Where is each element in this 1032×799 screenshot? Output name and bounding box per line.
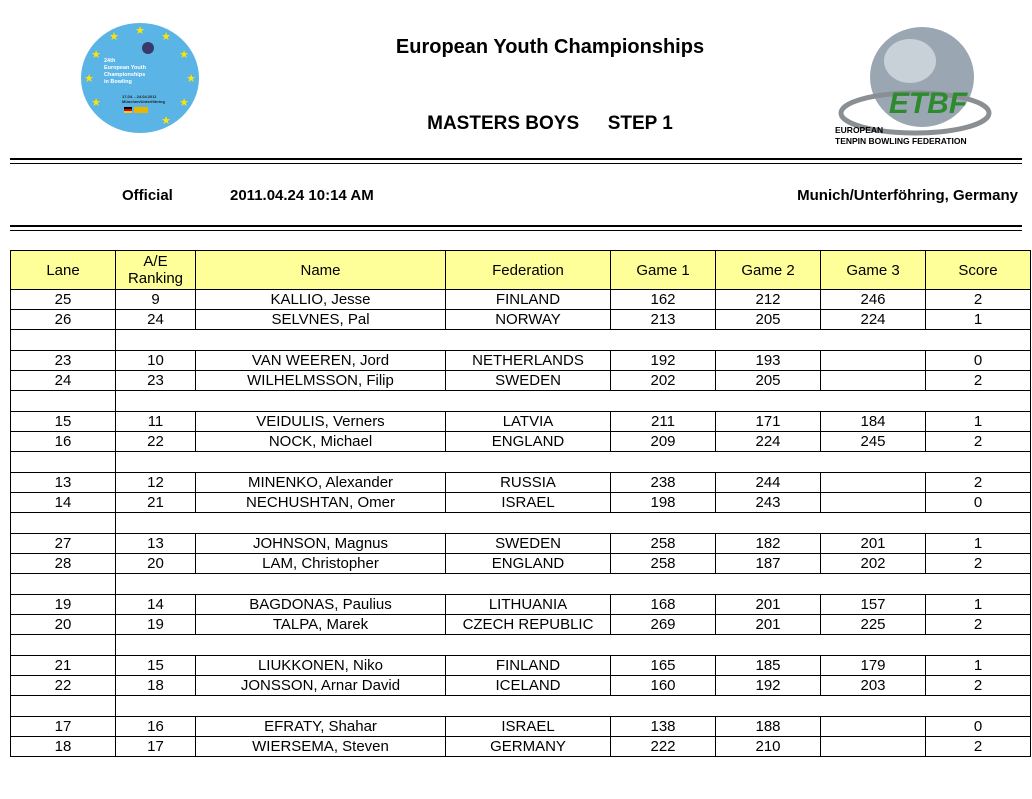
spacer-cell <box>11 574 116 595</box>
spacer-cell <box>926 696 1031 717</box>
table-row <box>11 371 1031 391</box>
divider <box>10 230 1022 231</box>
lane-cell: 27 <box>11 534 116 554</box>
spacer-cell <box>716 330 821 351</box>
game-1-cell: 165 <box>611 656 716 676</box>
table-row <box>11 351 1031 371</box>
spacer-cell <box>821 452 926 473</box>
name-cell: WILHELMSSON, Filip <box>196 371 446 391</box>
badge-line-6: München/Unterföhring <box>122 99 165 104</box>
game-3-cell <box>821 737 926 757</box>
game-1-cell: 168 <box>611 595 716 615</box>
game-2-cell: 185 <box>716 656 821 676</box>
spacer-cell <box>716 635 821 656</box>
game-3-cell: 179 <box>821 656 926 676</box>
spacer-cell <box>611 513 716 534</box>
table-row <box>11 534 1031 554</box>
game-3-cell <box>821 351 926 371</box>
table-row <box>11 656 1031 676</box>
game-2-cell: 244 <box>716 473 821 493</box>
spacer-cell <box>926 574 1031 595</box>
ranking-cell: 15 <box>116 656 196 676</box>
spacer-cell <box>926 330 1031 351</box>
status-label: Official <box>122 187 173 204</box>
column-header-name: Name <box>196 251 446 290</box>
game-2-cell: 201 <box>716 595 821 615</box>
spacer-cell <box>116 330 196 351</box>
event-name: MASTERS BOYS <box>427 113 580 134</box>
badge-line-5: 17.04. - 24.04.2011 <box>122 94 157 99</box>
lane-cell: 28 <box>11 554 116 574</box>
column-header-game-3: Game 3 <box>821 251 926 290</box>
name-cell: LIUKKONEN, Niko <box>196 656 446 676</box>
lane-cell: 21 <box>11 656 116 676</box>
game-1-cell: 258 <box>611 554 716 574</box>
table-row <box>11 737 1031 757</box>
game-1-cell: 209 <box>611 432 716 452</box>
name-cell: KALLIO, Jesse <box>196 290 446 310</box>
score-cell: 2 <box>926 371 1031 391</box>
spacer-cell <box>196 391 446 412</box>
etbf-lettering: ETBF <box>888 87 968 120</box>
svg-text:★: ★ <box>91 49 101 61</box>
name-cell: LAM, Christopher <box>196 554 446 574</box>
game-1-cell: 222 <box>611 737 716 757</box>
game-3-cell: 202 <box>821 554 926 574</box>
federation-cell: ISRAEL <box>446 717 611 737</box>
spacer-cell <box>446 452 611 473</box>
game-2-cell: 193 <box>716 351 821 371</box>
spacer-cell <box>821 696 926 717</box>
spacer-cell <box>926 635 1031 656</box>
federation-cell: GERMANY <box>446 737 611 757</box>
lane-cell: 18 <box>11 737 116 757</box>
table-row <box>11 432 1031 452</box>
spacer-cell <box>11 635 116 656</box>
federation-cell: SWEDEN <box>446 371 611 391</box>
spacer-cell <box>116 574 196 595</box>
game-2-cell: 212 <box>716 290 821 310</box>
federation-cell: NORWAY <box>446 310 611 330</box>
spacer-cell <box>716 513 821 534</box>
federation-cell: NETHERLANDS <box>446 351 611 371</box>
spacer-cell <box>446 513 611 534</box>
lane-cell: 24 <box>11 371 116 391</box>
spacer-cell <box>611 635 716 656</box>
name-cell: JOHNSON, Magnus <box>196 534 446 554</box>
spacer-cell <box>116 452 196 473</box>
spacer-row <box>11 452 1031 473</box>
game-2-cell: 171 <box>716 412 821 432</box>
etbf-line-1: EUROPEAN <box>835 125 884 135</box>
table-row <box>11 554 1031 574</box>
spacer-cell <box>196 635 446 656</box>
column-header-ranking <box>116 251 196 290</box>
game-2-cell: 192 <box>716 676 821 696</box>
game-3-cell <box>821 493 926 513</box>
game-2-cell: 243 <box>716 493 821 513</box>
results-table <box>10 250 1031 757</box>
ranking-cell: 13 <box>116 534 196 554</box>
timestamp: 2011.04.24 10:14 AM <box>230 187 374 204</box>
game-1-cell: 138 <box>611 717 716 737</box>
lane-cell: 23 <box>11 351 116 371</box>
game-1-cell: 160 <box>611 676 716 696</box>
game-1-cell: 213 <box>611 310 716 330</box>
score-cell: 1 <box>926 534 1031 554</box>
ranking-cell: 11 <box>116 412 196 432</box>
column-header-lane: Lane <box>11 251 116 290</box>
svg-text:★: ★ <box>91 97 101 109</box>
svg-text:★: ★ <box>179 97 189 109</box>
score-cell: 2 <box>926 676 1031 696</box>
ranking-cell: 24 <box>116 310 196 330</box>
spacer-cell <box>821 391 926 412</box>
spacer-cell <box>716 696 821 717</box>
ranking-cell: 20 <box>116 554 196 574</box>
spacer-cell <box>196 513 446 534</box>
spacer-row <box>11 635 1031 656</box>
game-3-cell <box>821 371 926 391</box>
table-row <box>11 595 1031 615</box>
location: Munich/Unterföhring, Germany <box>797 187 1018 204</box>
spacer-cell <box>611 452 716 473</box>
ranking-cell: 22 <box>116 432 196 452</box>
ranking-cell: 18 <box>116 676 196 696</box>
ranking-cell: 16 <box>116 717 196 737</box>
game-2-cell: 210 <box>716 737 821 757</box>
spacer-cell <box>11 330 116 351</box>
name-cell: NECHUSHTAN, Omer <box>196 493 446 513</box>
name-cell: VEIDULIS, Verners <box>196 412 446 432</box>
game-3-cell: 203 <box>821 676 926 696</box>
score-cell: 1 <box>926 412 1031 432</box>
spacer-cell <box>196 330 446 351</box>
spacer-cell <box>611 696 716 717</box>
spacer-cell <box>611 330 716 351</box>
spacer-cell <box>196 452 446 473</box>
lane-cell: 26 <box>11 310 116 330</box>
name-cell: SELVNES, Pal <box>196 310 446 330</box>
column-header-federation: Federation <box>446 251 611 290</box>
game-2-cell: 187 <box>716 554 821 574</box>
federation-cell: FINLAND <box>446 290 611 310</box>
ranking-cell: 17 <box>116 737 196 757</box>
spacer-cell <box>926 391 1031 412</box>
spacer-cell <box>716 391 821 412</box>
spacer-cell <box>116 635 196 656</box>
federation-cell: ENGLAND <box>446 432 611 452</box>
lane-cell: 22 <box>11 676 116 696</box>
lane-cell: 14 <box>11 493 116 513</box>
name-cell: JONSSON, Arnar David <box>196 676 446 696</box>
game-3-cell: 224 <box>821 310 926 330</box>
lane-cell: 13 <box>11 473 116 493</box>
federation-cell: LATVIA <box>446 412 611 432</box>
game-2-cell: 205 <box>716 371 821 391</box>
ranking-cell: 21 <box>116 493 196 513</box>
event-heading <box>0 113 1032 135</box>
name-cell: WIERSEMA, Steven <box>196 737 446 757</box>
spacer-cell <box>716 452 821 473</box>
spacer-cell <box>926 452 1031 473</box>
spacer-cell <box>716 574 821 595</box>
etbf-line-2: TENPIN BOWLING FEDERATION <box>835 136 967 146</box>
table-row <box>11 717 1031 737</box>
table-row <box>11 290 1031 310</box>
table-row <box>11 615 1031 635</box>
federation-cell: ENGLAND <box>446 554 611 574</box>
svg-text:★: ★ <box>161 31 171 43</box>
column-header-score: Score <box>926 251 1031 290</box>
federation-cell: FINLAND <box>446 656 611 676</box>
game-1-cell: 202 <box>611 371 716 391</box>
spacer-cell <box>821 513 926 534</box>
game-2-cell: 224 <box>716 432 821 452</box>
spacer-cell <box>446 330 611 351</box>
spacer-cell <box>11 391 116 412</box>
game-2-cell: 182 <box>716 534 821 554</box>
ranking-header-text: A/E Ranking <box>127 253 184 287</box>
spacer-cell <box>11 452 116 473</box>
score-cell: 2 <box>926 473 1031 493</box>
federation-cell: SWEDEN <box>446 534 611 554</box>
ranking-cell: 12 <box>116 473 196 493</box>
spacer-row <box>11 513 1031 534</box>
game-3-cell: 157 <box>821 595 926 615</box>
lane-cell: 16 <box>11 432 116 452</box>
ranking-cell: 14 <box>116 595 196 615</box>
score-cell: 2 <box>926 737 1031 757</box>
federation-cell: RUSSIA <box>446 473 611 493</box>
column-header-game-1: Game 1 <box>611 251 716 290</box>
name-cell: VAN WEEREN, Jord <box>196 351 446 371</box>
game-2-cell: 205 <box>716 310 821 330</box>
federation-cell: ISRAEL <box>446 493 611 513</box>
score-cell: 2 <box>926 615 1031 635</box>
svg-text:★: ★ <box>84 73 94 85</box>
game-2-cell: 201 <box>716 615 821 635</box>
spacer-cell <box>116 391 196 412</box>
game-3-cell: 201 <box>821 534 926 554</box>
game-3-cell: 246 <box>821 290 926 310</box>
spacer-cell <box>611 391 716 412</box>
spacer-cell <box>821 330 926 351</box>
table-row <box>11 473 1031 493</box>
table-header-row <box>11 251 1031 290</box>
badge-line-1: 24th <box>104 58 116 64</box>
badge-line-3: Championships <box>104 72 146 78</box>
spacer-cell <box>821 635 926 656</box>
spacer-cell <box>446 696 611 717</box>
game-3-cell <box>821 717 926 737</box>
game-3-cell <box>821 473 926 493</box>
game-1-cell: 192 <box>611 351 716 371</box>
table-row <box>11 676 1031 696</box>
spacer-cell <box>446 635 611 656</box>
divider <box>10 158 1022 160</box>
game-1-cell: 269 <box>611 615 716 635</box>
game-1-cell: 162 <box>611 290 716 310</box>
badge-line-2: European Youth <box>104 65 146 71</box>
spacer-row <box>11 330 1031 351</box>
spacer-cell <box>116 513 196 534</box>
spacer-row <box>11 574 1031 595</box>
spacer-row <box>11 391 1031 412</box>
name-cell: TALPA, Marek <box>196 615 446 635</box>
lane-cell: 20 <box>11 615 116 635</box>
score-cell: 0 <box>926 351 1031 371</box>
federation-cell: ICELAND <box>446 676 611 696</box>
game-1-cell: 258 <box>611 534 716 554</box>
spacer-cell <box>446 574 611 595</box>
score-cell: 1 <box>926 310 1031 330</box>
lane-cell: 17 <box>11 717 116 737</box>
ranking-cell: 9 <box>116 290 196 310</box>
name-cell: BAGDONAS, Paulius <box>196 595 446 615</box>
game-3-cell: 225 <box>821 615 926 635</box>
score-cell: 2 <box>926 432 1031 452</box>
divider <box>10 163 1022 164</box>
name-cell: NOCK, Michael <box>196 432 446 452</box>
spacer-row <box>11 696 1031 717</box>
federation-cell: LITHUANIA <box>446 595 611 615</box>
table-row <box>11 412 1031 432</box>
score-cell: 2 <box>926 290 1031 310</box>
svg-text:★: ★ <box>179 49 189 61</box>
score-cell: 2 <box>926 554 1031 574</box>
step-label: STEP 1 <box>607 113 673 134</box>
spacer-cell <box>11 696 116 717</box>
column-header-game-2: Game 2 <box>716 251 821 290</box>
table-row <box>11 493 1031 513</box>
score-cell: 0 <box>926 493 1031 513</box>
spacer-cell <box>11 513 116 534</box>
spacer-cell <box>196 574 446 595</box>
ranking-cell: 19 <box>116 615 196 635</box>
spacer-cell <box>821 574 926 595</box>
spacer-cell <box>446 391 611 412</box>
table-row <box>11 310 1031 330</box>
score-cell: 1 <box>926 656 1031 676</box>
game-1-cell: 198 <box>611 493 716 513</box>
game-2-cell: 188 <box>716 717 821 737</box>
svg-text:★: ★ <box>135 25 145 37</box>
game-1-cell: 211 <box>611 412 716 432</box>
spacer-cell <box>116 696 196 717</box>
game-1-cell: 238 <box>611 473 716 493</box>
score-cell: 1 <box>926 595 1031 615</box>
spacer-cell <box>926 513 1031 534</box>
divider <box>10 225 1022 227</box>
game-3-cell: 245 <box>821 432 926 452</box>
spacer-cell <box>611 574 716 595</box>
svg-text:★: ★ <box>186 73 196 85</box>
game-3-cell: 184 <box>821 412 926 432</box>
spacer-cell <box>196 696 446 717</box>
lane-cell: 19 <box>11 595 116 615</box>
svg-text:★: ★ <box>109 31 119 43</box>
ranking-cell: 23 <box>116 371 196 391</box>
name-cell: EFRATY, Shahar <box>196 717 446 737</box>
svg-text:★: ★ <box>161 115 171 127</box>
lane-cell: 15 <box>11 412 116 432</box>
ranking-cell: 10 <box>116 351 196 371</box>
federation-cell: CZECH REPUBLIC <box>446 615 611 635</box>
badge-line-4: in Bowling <box>104 79 132 85</box>
lane-cell: 25 <box>11 290 116 310</box>
name-cell: MINENKO, Alexander <box>196 473 446 493</box>
page-title: European Youth Championships <box>395 36 705 58</box>
score-cell: 0 <box>926 717 1031 737</box>
